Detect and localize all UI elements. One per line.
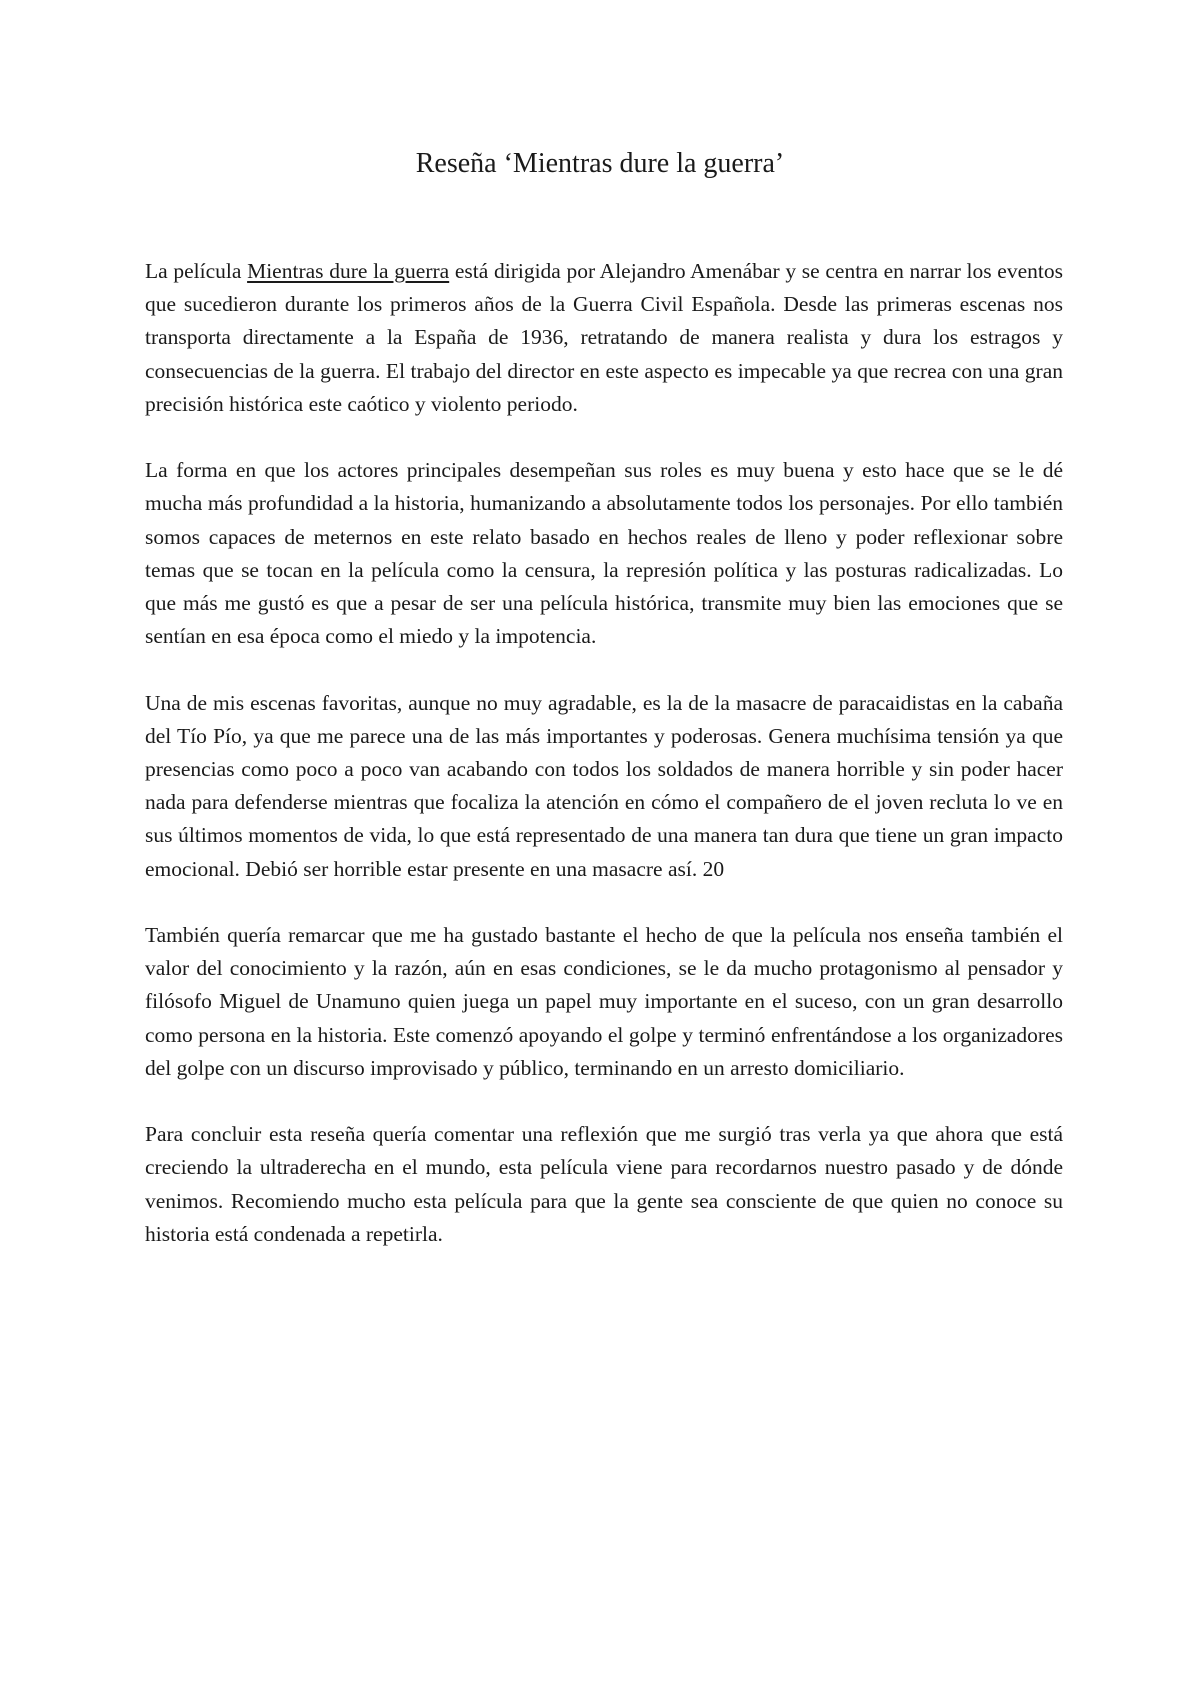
paragraph-4: También quería remarcar que me ha gustado bastante el hecho de que la película nos enseña también el valor del conocimiento y la razón, aún en esas condiciones, se le da mucho protagonismo al pensador y filósofo Miguel de Unamuno quien juega un papel muy importante en el suceso, con un gran desarrollo como persona en la historia. Este comenzó apoyando el golpe y terminó enfrentándose a los organizadores del golpe con un discurso improvisado y público, terminando en un arresto domiciliario. (145, 923, 1063, 1080)
paragraph-1-intro: La película (145, 259, 248, 283)
film-title: Mientras dure la guerra (247, 259, 450, 283)
paragraph-3: Una de mis escenas favoritas, aunque no muy agradable, es la de la masacre de paracaidistas en la cabaña del Tío Pío, ya que me parece una de las más importantes y poderosas. Genera muchísima tensión ya que presencias como poco a poco van acabando con todos los soldados de manera horrible y sin poder hacer nada para defenderse mientras que focaliza la atención en cómo el compañero de el joven recluta lo ve en sus últimos momentos de vida, lo que está representado de una manera tan dura que tiene un gran impacto emocional. Debió ser horrible estar presente en una masacre así. 20 (145, 690, 1063, 881)
document-body (145, 255, 1063, 1284)
paragraph-5: Para concluir esta reseña quería comentar una reflexión que me surgió tras verla ya que ahora que está creciendo la ultraderecha en el mundo, esta película viene para recordarnos nuestro pasado y de dónde venimos. Recomiendo mucho esta película para que la gente sea consciente de que quien no conoce su historia está condenada a repetirla. (145, 1122, 1063, 1246)
paragraph-1 (145, 255, 1063, 421)
paragraph-2: La forma en que los actores principales desempeñan sus roles es muy buena y esto hace que se le dé mucha más profundidad a la historia, humanizando a absolutamente todos los personajes. Por ello también somos capaces de meternos en este relato basado en hechos reales de lleno y poder reflexionar sobre temas que se tocan en la película como la censura, la represión política y las posturas radicalizadas. Lo que más me gustó es que a pesar de ser una película histórica, transmite muy bien las emociones que se sentían en esa época como el miedo y la impotencia. (145, 458, 1063, 649)
paragraph-1-rest: está dirigida por Alejandro Amenábar y se centra en narrar los eventos que sucedieron durante los primeros años de la Guerra Civil Española. Desde las primeras escenas nos transporta directamente a la España de 1936, retratando de manera realista y dura los estragos y consecuencias de la guerra. El trabajo del director en este aspecto es impecable ya que recrea con una gran precisión histórica este caótico y violento periodo. (145, 259, 1063, 416)
document-title: Reseña ‘Mientras dure la guerra’ (415, 148, 785, 179)
